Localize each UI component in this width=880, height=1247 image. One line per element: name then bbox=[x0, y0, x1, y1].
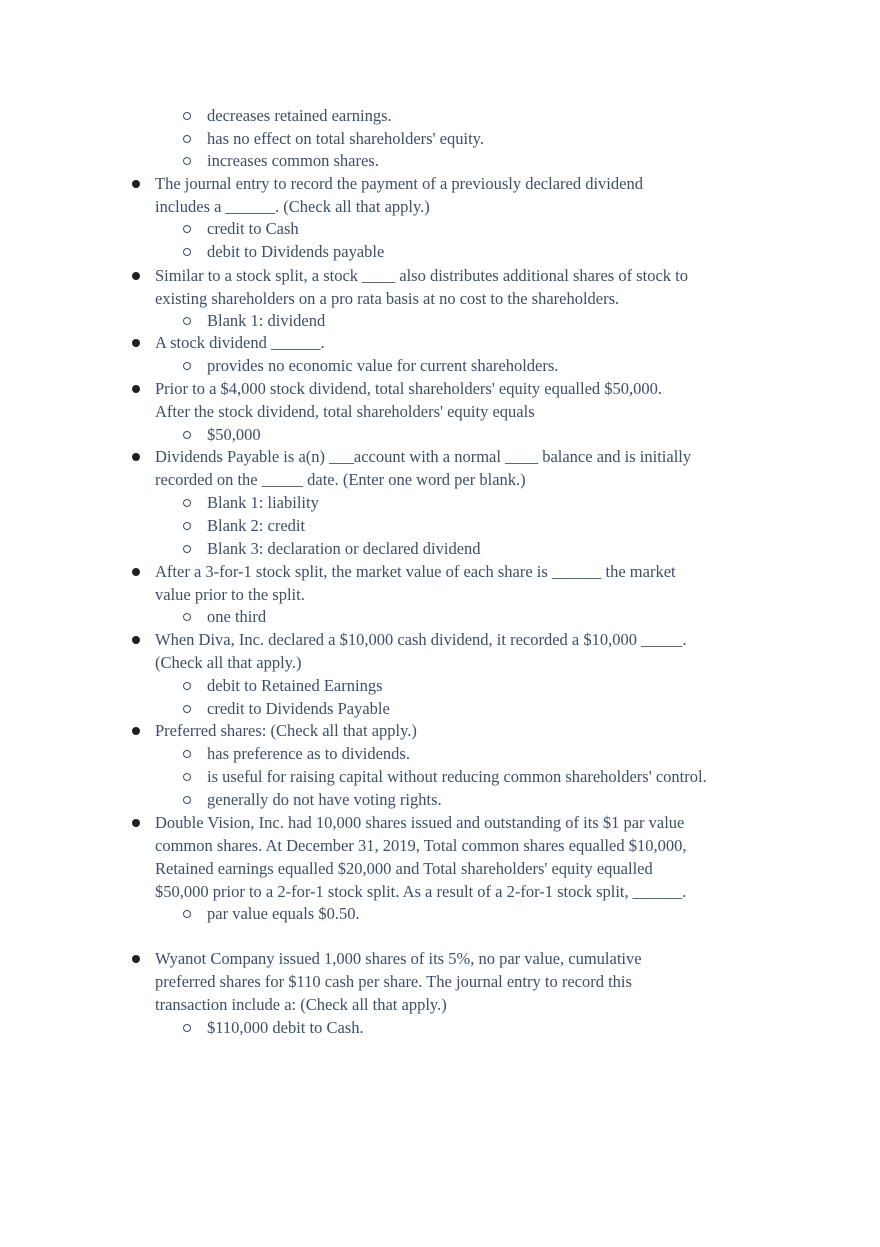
hollow-circle-bullet-icon bbox=[183, 910, 191, 918]
hollow-circle-bullet-icon bbox=[183, 112, 191, 120]
answer-text: Blank 1: dividend bbox=[207, 311, 326, 330]
answer-text: provides no economic value for current shareholders. bbox=[207, 356, 559, 375]
question-text-continued: After the stock dividend, total shareholders' equity equals bbox=[155, 402, 535, 421]
filled-bullet-icon bbox=[132, 272, 140, 280]
hollow-circle-bullet-icon bbox=[183, 431, 191, 439]
answer-text: generally do not have voting rights. bbox=[207, 790, 442, 809]
question-text: Wyanot Company issued 1,000 shares of its 5%, no par value, cumulative bbox=[155, 949, 642, 968]
question-text-continued: includes a ______. (Check all that apply.) bbox=[155, 197, 430, 216]
question-text-continued: transaction include a: (Check all that apply.) bbox=[155, 995, 447, 1014]
hollow-circle-bullet-icon bbox=[183, 773, 191, 781]
filled-bullet-icon bbox=[132, 180, 140, 188]
question-text-continued: common shares. At December 31, 2019, Total common shares equalled $10,000, bbox=[155, 836, 687, 855]
answer-text: has preference as to dividends. bbox=[207, 744, 410, 763]
question-text-continued: existing shareholders on a pro rata basis at no cost to the shareholders. bbox=[155, 289, 620, 308]
filled-bullet-icon bbox=[132, 955, 140, 963]
answer-text: debit to Retained Earnings bbox=[207, 676, 383, 695]
question-text-continued: $50,000 prior to a 2-for-1 stock split. As a result of a 2-for-1 stock split, ______. bbox=[155, 882, 687, 901]
question-text: A stock dividend ______. bbox=[155, 333, 325, 352]
filled-bullet-icon bbox=[132, 819, 140, 827]
filled-bullet-icon bbox=[132, 568, 140, 576]
question-text: Dividends Payable is a(n) ___account with a normal ____ balance and is initially bbox=[155, 447, 692, 466]
answer-text: $110,000 debit to Cash. bbox=[207, 1018, 364, 1037]
question-text-continued: Retained earnings equalled $20,000 and Total shareholders' equity equalled bbox=[155, 859, 653, 878]
question-text: When Diva, Inc. declared a $10,000 cash dividend, it recorded a $10,000 _____. bbox=[155, 630, 687, 649]
hollow-circle-bullet-icon bbox=[183, 248, 191, 256]
hollow-circle-bullet-icon bbox=[183, 522, 191, 530]
answer-text: $50,000 bbox=[207, 425, 261, 444]
filled-bullet-icon bbox=[132, 636, 140, 644]
answer-text: decreases retained earnings. bbox=[207, 106, 392, 125]
filled-bullet-icon bbox=[132, 385, 140, 393]
hollow-circle-bullet-icon bbox=[183, 317, 191, 325]
answer-text: has no effect on total shareholders' equity. bbox=[207, 129, 484, 148]
answer-text: one third bbox=[207, 607, 267, 626]
question-text: Similar to a stock split, a stock ____ also distributes additional shares of stock to bbox=[155, 266, 688, 285]
answer-text: par value equals $0.50. bbox=[207, 904, 360, 923]
hollow-circle-bullet-icon bbox=[183, 705, 191, 713]
filled-bullet-icon bbox=[132, 727, 140, 735]
question-text-continued: value prior to the split. bbox=[155, 585, 305, 604]
hollow-circle-bullet-icon bbox=[183, 796, 191, 804]
hollow-circle-bullet-icon bbox=[183, 1024, 191, 1032]
question-text-continued: recorded on the _____ date. (Enter one word per blank.) bbox=[155, 470, 526, 489]
question-text-continued: preferred shares for $110 cash per share. The journal entry to record this bbox=[155, 972, 632, 991]
hollow-circle-bullet-icon bbox=[183, 499, 191, 507]
question-text: After a 3-for-1 stock split, the market value of each share is ______ the market bbox=[155, 562, 676, 581]
filled-bullet-icon bbox=[132, 453, 140, 461]
question-text: The journal entry to record the payment of a previously declared dividend bbox=[155, 174, 643, 193]
hollow-circle-bullet-icon bbox=[183, 157, 191, 165]
answer-text: debit to Dividends payable bbox=[207, 242, 385, 261]
question-text-continued: (Check all that apply.) bbox=[155, 653, 302, 672]
hollow-circle-bullet-icon bbox=[183, 135, 191, 143]
hollow-circle-bullet-icon bbox=[183, 545, 191, 553]
answer-text: increases common shares. bbox=[207, 151, 379, 170]
hollow-circle-bullet-icon bbox=[183, 613, 191, 621]
hollow-circle-bullet-icon bbox=[183, 682, 191, 690]
answer-text: credit to Dividends Payable bbox=[207, 699, 390, 718]
question-text: Prior to a $4,000 stock dividend, total shareholders' equity equalled $50,000. bbox=[155, 379, 663, 398]
answer-text: is useful for raising capital without reducing common shareholders' control. bbox=[207, 767, 707, 786]
hollow-circle-bullet-icon bbox=[183, 750, 191, 758]
hollow-circle-bullet-icon bbox=[183, 362, 191, 370]
hollow-circle-bullet-icon bbox=[183, 225, 191, 233]
answer-text: Blank 2: credit bbox=[207, 516, 306, 535]
question-text: Preferred shares: (Check all that apply.) bbox=[155, 721, 417, 740]
question-text: Double Vision, Inc. had 10,000 shares issued and outstanding of its $1 par value bbox=[155, 813, 685, 832]
filled-bullet-icon bbox=[132, 339, 140, 347]
answer-text: Blank 1: liability bbox=[207, 493, 319, 512]
answer-text: Blank 3: declaration or declared dividend bbox=[207, 539, 481, 558]
answer-text: credit to Cash bbox=[207, 219, 299, 238]
